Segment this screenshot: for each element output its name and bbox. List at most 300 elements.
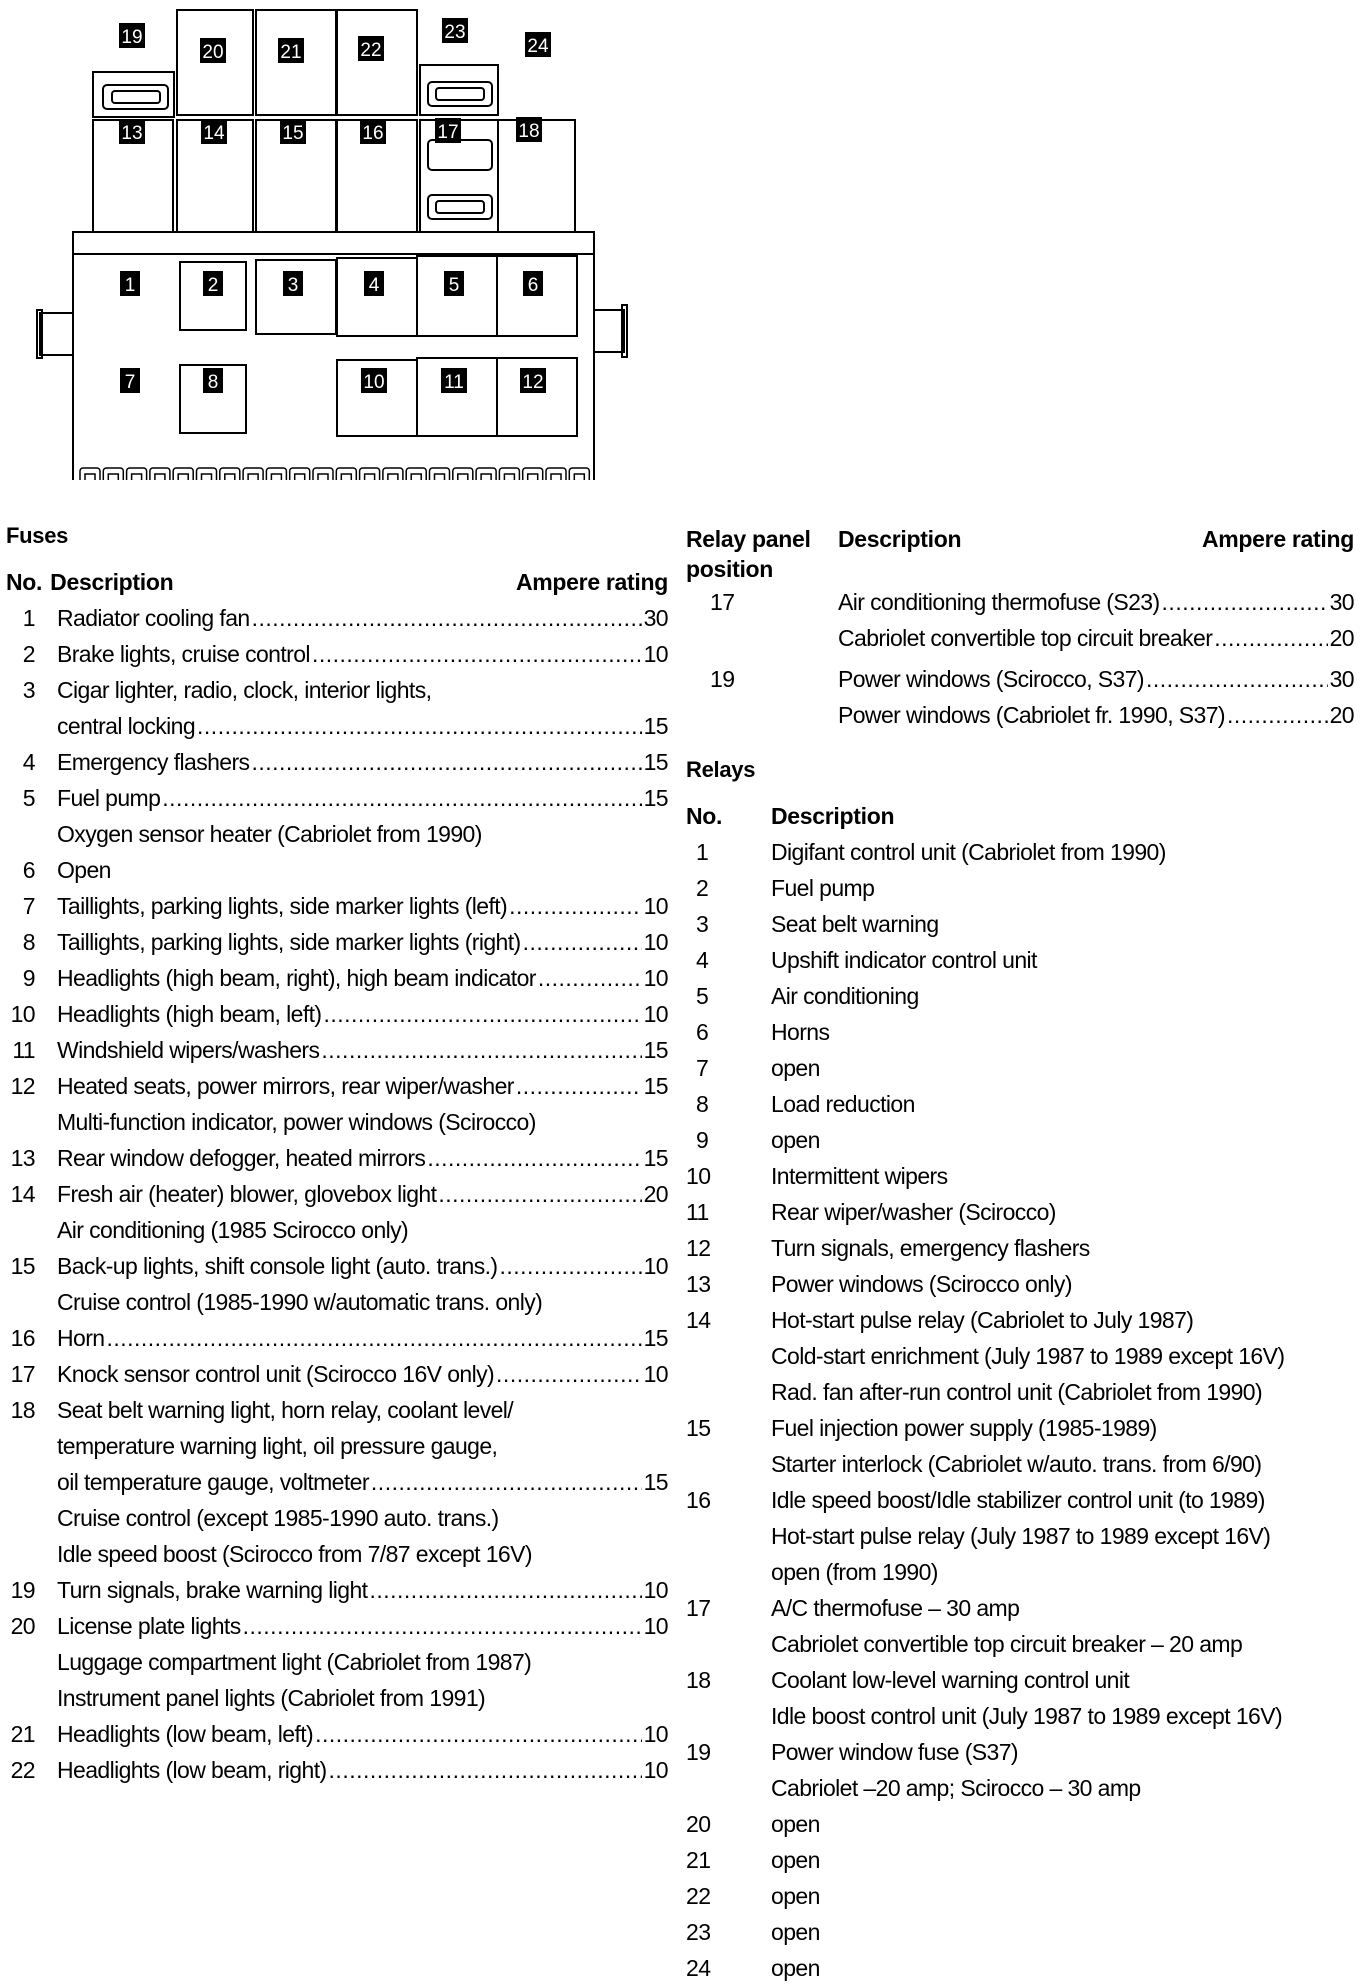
ampere-rating: 10 [643, 965, 668, 991]
description-text: Horn [57, 1325, 105, 1351]
fuse-row [6, 1248, 668, 1320]
relay-row [686, 942, 1354, 978]
header-relay-panel: Relay panel [686, 526, 811, 552]
fuse-relay-panel-diagram [30, 0, 640, 480]
fuses-table-body [6, 600, 668, 1788]
description-line [57, 1392, 668, 1428]
relays-table-body [686, 834, 1354, 1986]
fuse-number: 4 [22, 749, 35, 775]
description-line [57, 744, 668, 780]
description-text: Taillights, parking lights, side marker lights (right) [57, 929, 521, 955]
relay-number: 14 [686, 1307, 711, 1333]
fuse-row [6, 1356, 668, 1392]
description-line [57, 1104, 668, 1140]
fuse-slot [313, 468, 333, 480]
description-text: Air conditioning (1985 Scirocco only) [57, 1217, 409, 1243]
relay-description [771, 1194, 1354, 1230]
relay-row [686, 1230, 1354, 1266]
relay-description-line: open [771, 1847, 820, 1873]
relay-row [686, 1950, 1354, 1986]
description-line [838, 661, 1354, 697]
relay-row [686, 1194, 1354, 1230]
description-text: Back-up lights, shift console light (auto. trans.) [57, 1253, 498, 1279]
description-text: Power windows (Cabriolet fr. 1990, S37) [838, 702, 1225, 728]
fuse-slot [476, 468, 496, 480]
relay-description [771, 870, 1354, 906]
fuse-number: 21 [10, 1721, 35, 1747]
relay-description [771, 1410, 1354, 1482]
relay-position-number: 11 [444, 372, 464, 393]
relay-position-badge [358, 36, 384, 61]
fuse-description [57, 1752, 668, 1788]
fuse-number: 8 [22, 929, 35, 955]
relay-description-line: Hot-start pulse relay (July 1987 to 1989 except 16V) [771, 1523, 1271, 1549]
leader-dots [1227, 697, 1328, 733]
ampere-rating: 15 [643, 713, 668, 739]
description-line [57, 1428, 668, 1464]
description-line [57, 888, 668, 924]
header-description: Description [771, 803, 895, 829]
description-line [57, 816, 668, 852]
ampere-rating: 10 [643, 1613, 668, 1639]
relay-description-line: Intermittent wipers [771, 1163, 948, 1189]
relay-position-badge [525, 32, 551, 57]
leader-dots [321, 1032, 641, 1068]
relay-description-line: Idle speed boost/Idle stabilizer control unit (to 1989) [771, 1487, 1265, 1513]
leader-dots [315, 1716, 642, 1752]
relay-description-line: open [771, 1127, 820, 1153]
fuse-number: 14 [10, 1181, 35, 1207]
relay-description [771, 1158, 1354, 1194]
relay-number: 3 [696, 911, 709, 937]
description-line [57, 1644, 668, 1680]
fuses-table-header [6, 564, 668, 600]
fuses-title: Fuses [6, 523, 69, 548]
relay-number: 4 [696, 947, 709, 973]
description-text: Instrument panel lights (Cabriolet from 1991) [57, 1685, 486, 1711]
fuse-number: 18 [10, 1397, 35, 1423]
header-no: No. [686, 803, 723, 829]
fuse-number: 2 [22, 641, 35, 667]
relay-number: 8 [696, 1091, 709, 1117]
relay-position-number: 15 [282, 123, 304, 144]
relay-number: 10 [686, 1163, 711, 1189]
fuse-description [57, 636, 668, 672]
relay-row [686, 1302, 1354, 1410]
description-line [838, 620, 1354, 656]
relay-row [686, 870, 1354, 906]
description-line [57, 1464, 668, 1500]
relay-number: 23 [686, 1919, 711, 1945]
leader-dots [371, 1464, 642, 1500]
relay-description [771, 1086, 1354, 1122]
ampere-rating: 10 [643, 641, 668, 667]
relay-number: 19 [686, 1739, 711, 1765]
ampere-rating: 15 [643, 1145, 668, 1171]
fuse-slot [197, 468, 217, 480]
fuse-row [6, 1320, 668, 1356]
header-description: Description [50, 569, 174, 595]
relay-position-badge [435, 118, 461, 143]
relay-description-line: Power window fuse (S37) [771, 1739, 1018, 1765]
fuse-row [6, 960, 668, 996]
leader-dots [252, 600, 642, 636]
ampere-rating: 10 [643, 1721, 668, 1747]
ampere-rating: 20 [643, 1181, 668, 1207]
fuse-number: 12 [10, 1073, 35, 1099]
relay-row [686, 1806, 1354, 1842]
fuse-row [6, 1608, 668, 1716]
fuse-slot [220, 468, 240, 480]
relay-panel-row [686, 661, 1354, 733]
panel-body [73, 232, 594, 480]
description-line [57, 1500, 668, 1536]
relay-panel-table-header-line2 [686, 554, 1354, 584]
fuse-slot [523, 468, 543, 480]
fuse-description [57, 1356, 668, 1392]
relay-description [771, 1950, 1354, 1986]
relay-description-line: Upshift indicator control unit [771, 947, 1037, 973]
description-line [57, 852, 668, 888]
ampere-rating: 10 [643, 1361, 668, 1387]
description-text: Cruise control (except 1985-1990 auto. trans.) [57, 1505, 499, 1531]
description-text: Windshield wipers/washers [57, 1037, 320, 1063]
fuse-slot [243, 468, 263, 480]
relay-position-badge [444, 271, 464, 296]
relay-description-line: Starter interlock (Cabriolet w/auto. trans. from 6/90) [771, 1451, 1262, 1477]
relay-description [771, 978, 1354, 1014]
description-text: Knock sensor control unit (Scirocco 16V only) [57, 1361, 495, 1387]
description-line [57, 1320, 668, 1356]
relay-position-number: 4 [368, 275, 380, 296]
description-text: Power windows (Scirocco, S37) [838, 666, 1144, 692]
relay-position-badge [203, 368, 223, 393]
description-line [57, 1140, 668, 1176]
relay-number: 11 [686, 1199, 709, 1225]
ampere-rating: 30 [1329, 666, 1354, 692]
relay-position-number: 13 [121, 123, 143, 144]
relay-description [771, 1878, 1354, 1914]
leader-dots [323, 996, 641, 1032]
description-text: Rear window defogger, heated mirrors [57, 1145, 426, 1171]
description-line [57, 996, 668, 1032]
leader-dots [1162, 584, 1328, 620]
relay-position-number: 23 [444, 22, 466, 43]
ampere-rating: 15 [643, 1073, 668, 1099]
relay-row [686, 1014, 1354, 1050]
description-line [57, 1068, 668, 1104]
description-text: central locking [57, 713, 196, 739]
fuse-row [6, 636, 668, 672]
relay-position-number: 18 [518, 121, 540, 142]
leader-dots [312, 636, 642, 672]
description-line [57, 1680, 668, 1716]
fuse-row [6, 888, 668, 924]
relay-position-number: 19 [121, 27, 143, 48]
description-line [57, 600, 668, 636]
fuse-row [6, 1032, 668, 1068]
relay-position-badge [520, 368, 546, 393]
description-text: Brake lights, cruise control [57, 641, 310, 667]
description-line [57, 1176, 668, 1212]
leader-dots [197, 708, 642, 744]
relay-panel-position: 19 [710, 666, 735, 692]
description-line [57, 636, 668, 672]
relay-position-number: 17 [437, 122, 459, 143]
fuse-description [57, 1248, 668, 1320]
fuse-row [6, 1572, 668, 1608]
fuse-row [6, 744, 668, 780]
ampere-rating: 20 [1329, 702, 1354, 728]
relay-position-badge [280, 119, 306, 144]
relay-description-line: Fuel pump [771, 875, 875, 901]
fuse-slot [383, 468, 403, 480]
relay-number: 15 [686, 1415, 711, 1441]
description-line [57, 1284, 668, 1320]
relay-description [771, 1734, 1354, 1806]
relay-position-badge [119, 23, 145, 48]
fuse-description [57, 960, 668, 996]
fuse-description [57, 1140, 668, 1176]
relay-description-line: Power windows (Scirocco only) [771, 1271, 1072, 1297]
ampere-rating: 10 [643, 893, 668, 919]
fuse-number: 22 [10, 1757, 35, 1783]
relay-description [771, 1266, 1354, 1302]
leader-dots [509, 888, 642, 924]
relay-description-line: open [771, 1955, 820, 1981]
fuse-number: 16 [10, 1325, 35, 1351]
relay-position-number: 7 [124, 372, 136, 393]
fuse-number: 20 [10, 1613, 35, 1639]
relay-row [686, 1158, 1354, 1194]
fuse-description [57, 1716, 668, 1752]
relay-panel-description [838, 584, 1354, 656]
description-line [57, 1248, 668, 1284]
fuse-row [6, 600, 668, 636]
ampere-rating: 15 [643, 1469, 668, 1495]
description-line [57, 1032, 668, 1068]
relay-position-badge [361, 368, 387, 393]
relay-row [686, 1410, 1354, 1482]
relay-position-number: 22 [360, 40, 382, 61]
fuse-row [6, 780, 668, 852]
relay-description [771, 1122, 1354, 1158]
header-description: Description [838, 526, 962, 552]
description-text: oil temperature gauge, voltmeter [57, 1469, 369, 1495]
leader-dots [427, 1140, 641, 1176]
relay-row [686, 1662, 1354, 1734]
fuse-number: 17 [10, 1361, 35, 1387]
relay-description-line: Seat belt warning [771, 911, 939, 937]
ampere-rating: 15 [643, 749, 668, 775]
fuse-row [6, 1068, 668, 1140]
relay-number: 9 [696, 1127, 709, 1153]
relay-position-badge [283, 271, 303, 296]
fuse-row [6, 672, 668, 744]
relay-panel-row [686, 584, 1354, 656]
relay-row [686, 1050, 1354, 1086]
description-text: Headlights (low beam, left) [57, 1721, 314, 1747]
description-line [57, 708, 668, 744]
relay-position-number: 20 [202, 42, 224, 63]
description-text: Turn signals, brake warning light [57, 1577, 368, 1603]
relay-description-line: Idle boost control unit (July 1987 to 1989 except 16V) [771, 1703, 1282, 1729]
fuse-description [57, 744, 668, 780]
description-text: Air conditioning thermofuse (S23) [838, 589, 1160, 615]
fuse-description [57, 888, 668, 924]
relay-description [771, 1590, 1354, 1662]
relay-description-line: Fuel injection power supply (1985-1989) [771, 1415, 1157, 1441]
relay-row [686, 1482, 1354, 1590]
relay-description-line: Cabriolet convertible top circuit breaker – 20 amp [771, 1631, 1243, 1657]
relay-description-line: Horns [771, 1019, 830, 1045]
relay-number: 5 [696, 983, 709, 1009]
relay-description-line: open [771, 1919, 820, 1945]
description-text: Idle speed boost (Scirocco from 7/87 except 16V) [57, 1541, 532, 1567]
relay-position-number: 2 [207, 275, 219, 296]
relay-description-line: Digifant control unit (Cabriolet from 1990) [771, 839, 1166, 865]
fuse-slot [127, 468, 147, 480]
fuse-slot [430, 468, 450, 480]
fuse-slot [266, 468, 286, 480]
relay-number: 13 [686, 1271, 711, 1297]
fuse-strip [80, 468, 589, 480]
description-line [57, 672, 668, 708]
header-position: position [686, 556, 774, 582]
fuse-slot [173, 468, 193, 480]
leader-dots [499, 1248, 641, 1284]
relay-number: 6 [696, 1019, 709, 1045]
relay-description-line: Coolant low-level warning control unit [771, 1667, 1130, 1693]
relay-number: 18 [686, 1667, 711, 1693]
relay-panel-section [686, 524, 1354, 738]
fuse-number: 3 [22, 677, 35, 703]
fuse-description [57, 1068, 668, 1140]
fuse-description [57, 924, 668, 960]
relays-table-header [686, 798, 1354, 834]
relay-number: 20 [686, 1811, 711, 1837]
relay-panel-table-body [686, 584, 1354, 733]
fuse-slot [546, 468, 566, 480]
fuse-description [57, 1320, 668, 1356]
description-line [57, 1608, 668, 1644]
relay-description [771, 1482, 1354, 1590]
relay-position-badge [120, 368, 140, 393]
description-line [57, 960, 668, 996]
fuse-description [57, 1572, 668, 1608]
relays-title: Relays [686, 757, 756, 782]
relay-description [771, 1662, 1354, 1734]
relay-number: 17 [686, 1595, 711, 1621]
fuse-number: 15 [10, 1253, 35, 1279]
fuse-row [6, 852, 668, 888]
relay-position-number: 16 [362, 123, 384, 144]
relay-row [686, 1266, 1354, 1302]
ampere-rating: 10 [643, 1757, 668, 1783]
fuse-row [6, 924, 668, 960]
relay-description-line: open (from 1990) [771, 1559, 938, 1585]
leader-dots [106, 1320, 641, 1356]
fuse-slot [499, 468, 519, 480]
description-text: Cruise control (1985-1990 w/automatic trans. only) [57, 1289, 543, 1315]
description-text: Heated seats, power mirrors, rear wiper/washer [57, 1073, 514, 1099]
description-text: Fresh air (heater) blower, glovebox light [57, 1181, 437, 1207]
description-line [57, 924, 668, 960]
relay-position-number: 21 [280, 42, 302, 63]
description-text: Radiator cooling fan [57, 605, 250, 631]
description-text: temperature warning light, oil pressure gauge, [57, 1433, 498, 1459]
leader-dots [523, 924, 642, 960]
relay-position-badge [119, 119, 145, 144]
description-line [57, 780, 668, 816]
fuse-slot [453, 468, 473, 480]
relay-description [771, 1806, 1354, 1842]
relay-row [686, 1914, 1354, 1950]
ampere-rating: 15 [643, 785, 668, 811]
relay-row [686, 906, 1354, 942]
relay-description-line: Cabriolet –20 amp; Scirocco – 30 amp [771, 1775, 1141, 1801]
fuse-number: 1 [22, 605, 35, 631]
description-line [838, 584, 1354, 620]
relay-position-number: 12 [522, 372, 544, 393]
relay-description-line: Cold-start enrichment (July 1987 to 1989 except 16V) [771, 1343, 1285, 1369]
relay-position-badge [442, 18, 468, 43]
fuse-row [6, 1392, 668, 1572]
relay-panel-table-header [686, 524, 1354, 554]
relay-position-number: 10 [363, 372, 385, 393]
relay-description [771, 942, 1354, 978]
relay-description [771, 1230, 1354, 1266]
relay-description-line: Hot-start pulse relay (Cabriolet to July 1987) [771, 1307, 1194, 1333]
leader-dots [251, 744, 641, 780]
relay-number: 22 [686, 1883, 711, 1909]
relay-position-number: 1 [124, 275, 136, 296]
fuse-number: 6 [22, 857, 35, 883]
relay-description-line: open [771, 1055, 820, 1081]
fuse-description [57, 852, 668, 888]
description-text: Headlights (high beam, right), high beam indicator [57, 965, 536, 991]
description-line [838, 697, 1354, 733]
relay-description [771, 906, 1354, 942]
relay-row [686, 1842, 1354, 1878]
header-ampere-rating: Ampere rating [1201, 526, 1354, 552]
relay-number: 2 [696, 875, 709, 901]
relay-description-line: Rad. fan after-run control unit (Cabriolet from 1990) [771, 1379, 1263, 1405]
description-text: Open [57, 857, 111, 883]
description-text: Headlights (low beam, right) [57, 1757, 327, 1783]
fuse-number: 5 [22, 785, 35, 811]
fuse-number: 10 [10, 1001, 35, 1027]
description-text: Cigar lighter, radio, clock, interior lights, [57, 677, 432, 703]
relay-position-badge [360, 119, 386, 144]
leader-dots [496, 1356, 642, 1392]
fuse-slot [336, 468, 356, 480]
relay-description [771, 1842, 1354, 1878]
leader-dots [329, 1752, 642, 1788]
relay-row [686, 978, 1354, 1014]
relay-position-number: 5 [448, 275, 460, 296]
relay-description-line: Load reduction [771, 1091, 915, 1117]
relay-number: 21 [686, 1847, 711, 1873]
fuse-description [57, 672, 668, 744]
fuse-number: 13 [10, 1145, 35, 1171]
relay-position-badge [523, 271, 543, 296]
header-ampere-rating: Ampere rating [515, 569, 668, 595]
relay-number: 7 [696, 1055, 709, 1081]
fuse-number: 9 [22, 965, 35, 991]
description-text: Oxygen sensor heater (Cabriolet from 1990) [57, 821, 482, 847]
fuse-row [6, 1716, 668, 1752]
